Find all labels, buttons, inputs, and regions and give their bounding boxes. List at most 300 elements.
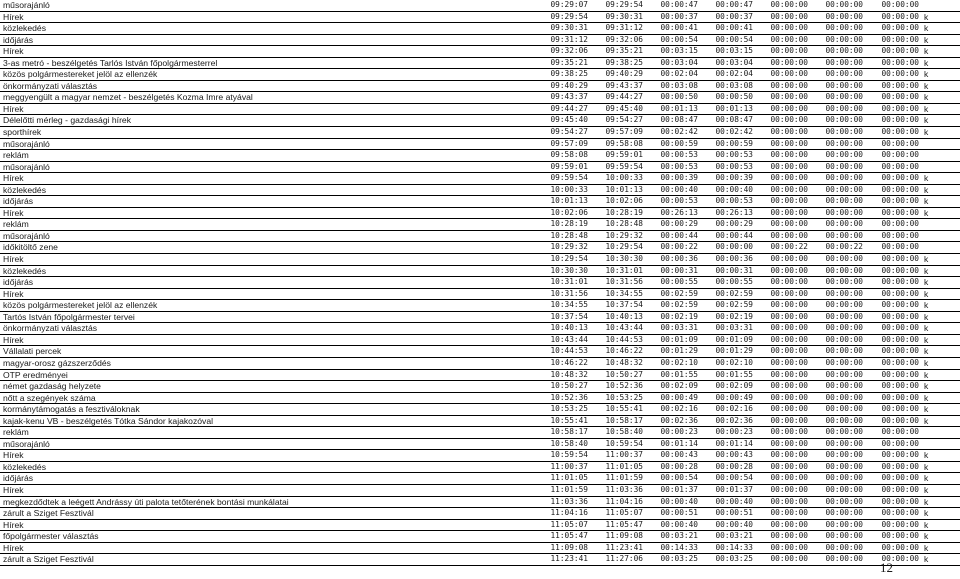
duration-a-cell: 00:03:21 <box>701 531 756 543</box>
duration-c-cell: 00:00:00 <box>811 554 866 566</box>
duration-d-cell: 00:00:00 <box>866 11 922 23</box>
program-title-cell: műsorajánló <box>0 0 536 11</box>
flag-cell: k <box>922 254 960 266</box>
end-time-cell: 10:00:33 <box>591 173 646 185</box>
duration-c-cell: 00:00:00 <box>811 254 866 266</box>
duration-b-cell: 00:00:00 <box>756 230 811 242</box>
flag-cell <box>922 242 960 254</box>
duration-d-cell: 00:00:00 <box>866 127 922 139</box>
start-time-cell: 09:58:08 <box>536 150 591 162</box>
duration-cell: 00:01:37 <box>646 484 701 496</box>
duration-c-cell: 00:00:00 <box>811 127 866 139</box>
duration-b-cell: 00:00:00 <box>756 415 811 427</box>
duration-a-cell: 00:00:53 <box>701 161 756 173</box>
duration-b-cell: 00:00:00 <box>756 277 811 289</box>
duration-b-cell: 00:00:00 <box>756 531 811 543</box>
duration-c-cell: 00:00:00 <box>811 496 866 508</box>
program-title-cell: Hírek <box>0 11 536 23</box>
flag-cell: k <box>922 311 960 323</box>
program-title-cell: közös polgármestereket jelöl az ellenzék <box>0 300 536 312</box>
table-row <box>0 427 960 439</box>
flag-cell: k <box>922 207 960 219</box>
program-title-cell: közlekedés <box>0 461 536 473</box>
start-time-cell: 09:59:54 <box>536 173 591 185</box>
flag-cell: k <box>922 415 960 427</box>
duration-b-cell: 00:00:00 <box>756 115 811 127</box>
duration-a-cell: 00:00:36 <box>701 254 756 266</box>
duration-c-cell: 00:00:00 <box>811 161 866 173</box>
duration-d-cell: 00:00:00 <box>866 404 922 416</box>
start-time-cell: 10:01:13 <box>536 196 591 208</box>
duration-a-cell: 00:03:15 <box>701 46 756 58</box>
duration-b-cell: 00:00:00 <box>756 207 811 219</box>
duration-cell: 00:00:29 <box>646 219 701 231</box>
duration-a-cell: 00:00:54 <box>701 473 756 485</box>
table-row <box>0 531 960 543</box>
program-title-cell: időjárás <box>0 473 536 485</box>
start-time-cell: 10:29:32 <box>536 242 591 254</box>
start-time-cell: 09:54:27 <box>536 127 591 139</box>
duration-d-cell: 00:00:00 <box>866 219 922 231</box>
program-title-cell: műsorajánló <box>0 230 536 242</box>
program-title-cell: Hírek <box>0 519 536 531</box>
duration-b-cell: 00:00:00 <box>756 161 811 173</box>
table-row <box>0 508 960 520</box>
program-title-cell: Hírek <box>0 288 536 300</box>
duration-a-cell: 00:02:59 <box>701 288 756 300</box>
start-time-cell: 10:37:54 <box>536 311 591 323</box>
duration-d-cell: 00:00:00 <box>866 288 922 300</box>
start-time-cell: 11:00:37 <box>536 461 591 473</box>
duration-c-cell: 00:00:00 <box>811 531 866 543</box>
table-row <box>0 300 960 312</box>
duration-a-cell: 00:00:51 <box>701 508 756 520</box>
duration-a-cell: 00:26:13 <box>701 207 756 219</box>
duration-d-cell: 00:00:00 <box>866 161 922 173</box>
duration-c-cell: 00:00:00 <box>811 230 866 242</box>
duration-a-cell: 00:14:33 <box>701 542 756 554</box>
duration-d-cell: 00:00:00 <box>866 34 922 46</box>
start-time-cell: 10:50:27 <box>536 381 591 393</box>
start-time-cell: 11:09:08 <box>536 542 591 554</box>
end-time-cell: 11:00:37 <box>591 450 646 462</box>
flag-cell: k <box>922 184 960 196</box>
table-row <box>0 334 960 346</box>
duration-cell: 00:08:47 <box>646 115 701 127</box>
table-row <box>0 484 960 496</box>
program-title-cell: kormánytámogatás a fesztiváloknak <box>0 404 536 416</box>
table-row <box>0 34 960 46</box>
program-title-cell: OTP eredményei <box>0 369 536 381</box>
program-title-cell: főpolgármester választás <box>0 531 536 543</box>
program-title-cell: időjárás <box>0 277 536 289</box>
table-row <box>0 11 960 23</box>
table-row <box>0 323 960 335</box>
duration-cell: 00:01:14 <box>646 438 701 450</box>
duration-cell: 00:00:51 <box>646 508 701 520</box>
flag-cell: k <box>922 542 960 554</box>
duration-d-cell: 00:00:00 <box>866 57 922 69</box>
duration-cell: 00:02:59 <box>646 300 701 312</box>
program-title-cell: meggyengült a magyar nemzet - beszélgetés Kozma Imre atyával <box>0 92 536 104</box>
program-title-cell: nőtt a szegények száma <box>0 392 536 404</box>
duration-c-cell: 00:00:00 <box>811 311 866 323</box>
duration-cell: 00:03:21 <box>646 531 701 543</box>
table-row <box>0 357 960 369</box>
start-time-cell: 09:40:29 <box>536 80 591 92</box>
end-time-cell: 10:01:13 <box>591 184 646 196</box>
start-time-cell: 09:57:09 <box>536 138 591 150</box>
duration-d-cell: 00:00:00 <box>866 484 922 496</box>
flag-cell <box>922 219 960 231</box>
duration-d-cell: 00:00:00 <box>866 415 922 427</box>
flag-cell: k <box>922 80 960 92</box>
flag-cell: k <box>922 461 960 473</box>
duration-a-cell: 00:02:16 <box>701 404 756 416</box>
duration-d-cell: 00:00:00 <box>866 103 922 115</box>
duration-b-cell: 00:00:00 <box>756 438 811 450</box>
duration-b-cell: 00:00:00 <box>756 57 811 69</box>
flag-cell: k <box>922 381 960 393</box>
duration-b-cell: 00:00:00 <box>756 219 811 231</box>
duration-d-cell: 00:00:00 <box>866 357 922 369</box>
duration-a-cell: 00:03:25 <box>701 554 756 566</box>
table-row <box>0 496 960 508</box>
duration-b-cell: 00:00:00 <box>756 554 811 566</box>
duration-b-cell: 00:00:00 <box>756 196 811 208</box>
duration-d-cell: 00:00:00 <box>866 173 922 185</box>
duration-b-cell: 00:00:00 <box>756 265 811 277</box>
duration-c-cell: 00:00:00 <box>811 450 866 462</box>
flag-cell: k <box>922 288 960 300</box>
flag-cell: k <box>922 323 960 335</box>
duration-cell: 00:02:09 <box>646 381 701 393</box>
duration-d-cell: 00:00:00 <box>866 92 922 104</box>
duration-a-cell: 00:03:08 <box>701 80 756 92</box>
program-title-cell: 3-as metró - beszélgetés Tarlós István főpolgármesterrel <box>0 57 536 69</box>
start-time-cell: 10:59:54 <box>536 450 591 462</box>
duration-d-cell: 00:00:00 <box>866 323 922 335</box>
end-time-cell: 10:43:44 <box>591 323 646 335</box>
flag-cell: k <box>922 450 960 462</box>
duration-cell: 00:00:53 <box>646 196 701 208</box>
end-time-cell: 10:28:19 <box>591 207 646 219</box>
duration-cell: 00:00:37 <box>646 11 701 23</box>
duration-b-cell: 00:00:00 <box>756 334 811 346</box>
duration-b-cell: 00:00:00 <box>756 346 811 358</box>
duration-cell: 00:02:19 <box>646 311 701 323</box>
duration-cell: 00:00:49 <box>646 392 701 404</box>
duration-cell: 00:00:22 <box>646 242 701 254</box>
duration-c-cell: 00:00:00 <box>811 23 866 35</box>
duration-a-cell: 00:00:40 <box>701 519 756 531</box>
duration-c-cell: 00:00:00 <box>811 92 866 104</box>
flag-cell: k <box>922 519 960 531</box>
duration-a-cell: 00:00:44 <box>701 230 756 242</box>
flag-cell: k <box>922 404 960 416</box>
duration-d-cell: 00:00:00 <box>866 23 922 35</box>
program-title-cell: reklám <box>0 219 536 231</box>
program-title-cell: Hírek <box>0 542 536 554</box>
table-row <box>0 207 960 219</box>
end-time-cell: 10:29:32 <box>591 230 646 242</box>
table-row <box>0 173 960 185</box>
duration-a-cell: 00:01:13 <box>701 103 756 115</box>
table-row <box>0 150 960 162</box>
duration-a-cell: 00:02:36 <box>701 415 756 427</box>
end-time-cell: 09:44:27 <box>591 92 646 104</box>
program-title-cell: reklám <box>0 150 536 162</box>
duration-cell: 00:00:55 <box>646 277 701 289</box>
start-time-cell: 09:59:01 <box>536 161 591 173</box>
start-time-cell: 11:05:47 <box>536 531 591 543</box>
start-time-cell: 10:44:53 <box>536 346 591 358</box>
duration-b-cell: 00:00:00 <box>756 496 811 508</box>
duration-a-cell: 00:01:37 <box>701 484 756 496</box>
duration-cell: 00:03:25 <box>646 554 701 566</box>
start-time-cell: 10:58:17 <box>536 427 591 439</box>
table-row <box>0 161 960 173</box>
start-time-cell: 10:43:44 <box>536 334 591 346</box>
duration-cell: 00:00:40 <box>646 184 701 196</box>
table-row <box>0 542 960 554</box>
duration-a-cell: 00:02:09 <box>701 381 756 393</box>
duration-a-cell: 00:03:31 <box>701 323 756 335</box>
duration-d-cell: 00:00:00 <box>866 277 922 289</box>
program-title-cell: Tartós István főpolgármester tervei <box>0 311 536 323</box>
duration-b-cell: 00:00:00 <box>756 46 811 58</box>
duration-a-cell: 00:00:00 <box>701 242 756 254</box>
table-row <box>0 230 960 242</box>
duration-c-cell: 00:00:00 <box>811 300 866 312</box>
duration-c-cell: 00:00:00 <box>811 288 866 300</box>
duration-b-cell: 00:00:00 <box>756 323 811 335</box>
flag-cell: k <box>922 531 960 543</box>
end-time-cell: 09:32:06 <box>591 34 646 46</box>
duration-a-cell: 00:08:47 <box>701 115 756 127</box>
duration-c-cell: 00:00:00 <box>811 519 866 531</box>
end-time-cell: 11:05:07 <box>591 508 646 520</box>
duration-c-cell: 00:00:00 <box>811 508 866 520</box>
duration-b-cell: 00:00:00 <box>756 450 811 462</box>
duration-c-cell: 00:00:00 <box>811 277 866 289</box>
flag-cell: k <box>922 334 960 346</box>
table-row <box>0 103 960 115</box>
table-row <box>0 184 960 196</box>
duration-b-cell: 00:00:22 <box>756 242 811 254</box>
end-time-cell: 10:52:36 <box>591 381 646 393</box>
duration-a-cell: 00:00:43 <box>701 450 756 462</box>
duration-d-cell: 00:00:00 <box>866 115 922 127</box>
end-time-cell: 10:37:54 <box>591 300 646 312</box>
table-row <box>0 23 960 35</box>
duration-a-cell: 00:00:40 <box>701 184 756 196</box>
start-time-cell: 10:28:19 <box>536 219 591 231</box>
end-time-cell: 11:01:05 <box>591 461 646 473</box>
table-row <box>0 461 960 473</box>
duration-b-cell: 00:00:00 <box>756 392 811 404</box>
duration-d-cell: 00:00:00 <box>866 265 922 277</box>
duration-c-cell: 00:00:00 <box>811 427 866 439</box>
duration-cell: 00:03:04 <box>646 57 701 69</box>
duration-cell: 00:14:33 <box>646 542 701 554</box>
duration-a-cell: 00:00:29 <box>701 219 756 231</box>
duration-a-cell: 00:00:53 <box>701 196 756 208</box>
table-row <box>0 392 960 404</box>
duration-d-cell: 00:00:00 <box>866 531 922 543</box>
table-row <box>0 46 960 58</box>
end-time-cell: 10:55:41 <box>591 404 646 416</box>
start-time-cell: 11:05:07 <box>536 519 591 531</box>
end-time-cell: 10:58:40 <box>591 427 646 439</box>
program-title-cell: Hírek <box>0 207 536 219</box>
table-row <box>0 288 960 300</box>
duration-a-cell: 00:00:31 <box>701 265 756 277</box>
program-title-cell: időjárás <box>0 34 536 46</box>
table-row <box>0 254 960 266</box>
duration-cell: 00:00:31 <box>646 265 701 277</box>
duration-c-cell: 00:00:00 <box>811 415 866 427</box>
duration-d-cell: 00:00:00 <box>866 196 922 208</box>
start-time-cell: 10:46:22 <box>536 357 591 369</box>
duration-c-cell: 00:00:00 <box>811 404 866 416</box>
duration-c-cell: 00:00:00 <box>811 150 866 162</box>
duration-c-cell: 00:00:00 <box>811 46 866 58</box>
flag-cell <box>922 427 960 439</box>
end-time-cell: 10:59:54 <box>591 438 646 450</box>
duration-cell: 00:02:36 <box>646 415 701 427</box>
duration-c-cell: 00:00:00 <box>811 219 866 231</box>
duration-a-cell: 00:03:04 <box>701 57 756 69</box>
end-time-cell: 09:40:29 <box>591 69 646 81</box>
duration-cell: 00:00:40 <box>646 519 701 531</box>
flag-cell: k <box>922 92 960 104</box>
program-title-cell: időjárás <box>0 196 536 208</box>
duration-c-cell: 00:00:00 <box>811 542 866 554</box>
end-time-cell: 10:44:53 <box>591 334 646 346</box>
program-title-cell: kajak-kenu VB - beszélgetés Tótka Sándor kajakozóval <box>0 415 536 427</box>
duration-d-cell: 00:00:00 <box>866 508 922 520</box>
duration-d-cell: 00:00:00 <box>866 80 922 92</box>
duration-d-cell: 00:00:00 <box>866 392 922 404</box>
table-row <box>0 92 960 104</box>
duration-cell: 00:02:42 <box>646 127 701 139</box>
end-time-cell: 10:53:25 <box>591 392 646 404</box>
duration-cell: 00:00:41 <box>646 23 701 35</box>
duration-d-cell: 00:00:00 <box>866 542 922 554</box>
start-time-cell: 10:00:33 <box>536 184 591 196</box>
duration-cell: 00:01:13 <box>646 103 701 115</box>
duration-b-cell: 00:00:00 <box>756 461 811 473</box>
duration-c-cell: 00:00:00 <box>811 69 866 81</box>
duration-a-cell: 00:02:59 <box>701 300 756 312</box>
flag-cell: k <box>922 508 960 520</box>
end-time-cell: 09:29:54 <box>591 0 646 11</box>
duration-c-cell: 00:00:00 <box>811 11 866 23</box>
duration-cell: 00:00:44 <box>646 230 701 242</box>
start-time-cell: 10:28:48 <box>536 230 591 242</box>
duration-d-cell: 00:00:00 <box>866 69 922 81</box>
duration-d-cell: 00:00:00 <box>866 254 922 266</box>
start-time-cell: 10:31:01 <box>536 277 591 289</box>
table-row <box>0 69 960 81</box>
flag-cell: k <box>922 34 960 46</box>
end-time-cell: 10:31:56 <box>591 277 646 289</box>
end-time-cell: 10:28:48 <box>591 219 646 231</box>
table-row <box>0 115 960 127</box>
table-row <box>0 519 960 531</box>
duration-cell: 00:02:59 <box>646 288 701 300</box>
duration-cell: 00:00:53 <box>646 150 701 162</box>
duration-d-cell: 00:00:00 <box>866 461 922 473</box>
program-title-cell: zárult a Sziget Fesztivál <box>0 554 536 566</box>
flag-cell: k <box>922 346 960 358</box>
duration-c-cell: 00:00:00 <box>811 184 866 196</box>
duration-c-cell: 00:00:00 <box>811 369 866 381</box>
duration-d-cell: 00:00:00 <box>866 300 922 312</box>
program-title-cell: Hírek <box>0 254 536 266</box>
start-time-cell: 09:45:40 <box>536 115 591 127</box>
table-row <box>0 57 960 69</box>
end-time-cell: 09:31:12 <box>591 23 646 35</box>
duration-a-cell: 00:02:04 <box>701 69 756 81</box>
duration-cell: 00:26:13 <box>646 207 701 219</box>
duration-a-cell: 00:02:19 <box>701 311 756 323</box>
duration-d-cell: 00:00:00 <box>866 381 922 393</box>
flag-cell <box>922 138 960 150</box>
duration-cell: 00:00:54 <box>646 34 701 46</box>
start-time-cell: 11:23:41 <box>536 554 591 566</box>
flag-cell: k <box>922 277 960 289</box>
table-row <box>0 80 960 92</box>
duration-a-cell: 00:00:23 <box>701 427 756 439</box>
duration-c-cell: 00:00:00 <box>811 103 866 115</box>
flag-cell: k <box>922 57 960 69</box>
duration-c-cell: 00:00:00 <box>811 196 866 208</box>
flag-cell: k <box>922 23 960 35</box>
duration-a-cell: 00:01:55 <box>701 369 756 381</box>
duration-d-cell: 00:00:00 <box>866 554 922 566</box>
table-row <box>0 138 960 150</box>
start-time-cell: 09:31:12 <box>536 34 591 46</box>
duration-d-cell: 00:00:00 <box>866 346 922 358</box>
start-time-cell: 10:30:30 <box>536 265 591 277</box>
duration-b-cell: 00:00:00 <box>756 23 811 35</box>
table-row <box>0 242 960 254</box>
duration-cell: 00:02:16 <box>646 404 701 416</box>
duration-c-cell: 00:00:00 <box>811 138 866 150</box>
duration-d-cell: 00:00:00 <box>866 450 922 462</box>
duration-a-cell: 00:00:47 <box>701 0 756 11</box>
end-time-cell: 09:35:21 <box>591 46 646 58</box>
program-title-cell: közlekedés <box>0 265 536 277</box>
duration-cell: 00:03:08 <box>646 80 701 92</box>
duration-b-cell: 00:00:00 <box>756 127 811 139</box>
duration-cell: 00:00:54 <box>646 473 701 485</box>
duration-c-cell: 00:00:00 <box>811 461 866 473</box>
duration-a-cell: 00:00:41 <box>701 23 756 35</box>
flag-cell: k <box>922 46 960 58</box>
flag-cell: k <box>922 115 960 127</box>
duration-cell: 00:00:36 <box>646 254 701 266</box>
end-time-cell: 09:54:27 <box>591 115 646 127</box>
program-title-cell: közlekedés <box>0 23 536 35</box>
end-time-cell: 10:50:27 <box>591 369 646 381</box>
program-title-cell: Délelőtti mérleg - gazdasági hírek <box>0 115 536 127</box>
duration-c-cell: 00:00:00 <box>811 57 866 69</box>
flag-cell: k <box>922 11 960 23</box>
start-time-cell: 09:43:37 <box>536 92 591 104</box>
